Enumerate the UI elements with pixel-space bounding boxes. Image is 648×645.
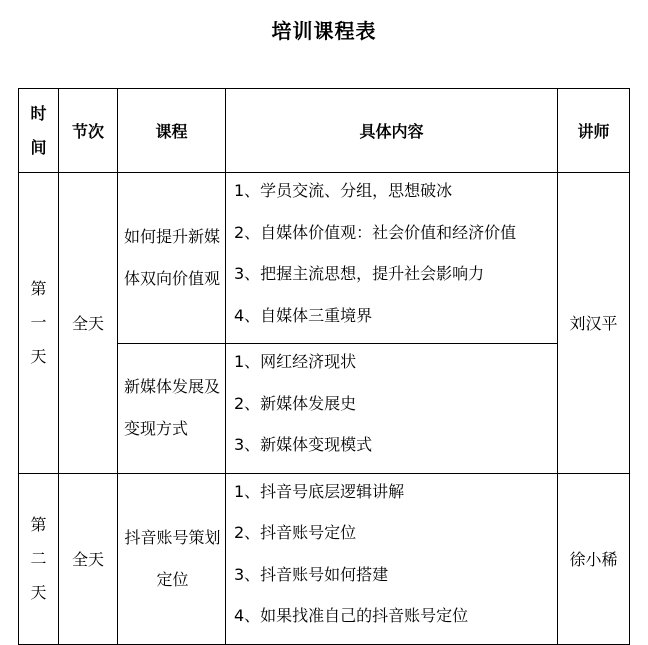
header-course	[118, 89, 226, 173]
header-content	[226, 89, 558, 173]
content-cell	[226, 173, 558, 344]
page-title: 培训课程表	[271, 19, 377, 43]
header-session	[59, 89, 118, 173]
header-row	[19, 89, 630, 173]
course-name: 新媒体发展及变现方式	[118, 344, 226, 474]
header-lecturer	[558, 89, 630, 173]
header-content-label: 具体内容	[359, 122, 424, 141]
course-schedule-table	[18, 88, 630, 645]
course-name: 抖音账号策划定位	[118, 473, 226, 644]
content-item: 1、抖音号底层逻辑讲解	[234, 481, 405, 501]
content-item: 1、网红经济现状	[234, 352, 357, 371]
table-row	[19, 173, 630, 344]
content-cell	[226, 344, 558, 474]
content-item: 3、抖音账号如何搭建	[234, 564, 389, 584]
content-item: 3、把握主流思想，提升社会影响力	[234, 264, 485, 283]
content-item: 4、自媒体三重境界	[234, 305, 373, 325]
day-char: 天	[30, 582, 47, 602]
day-char: 二	[30, 548, 47, 568]
content-cell	[226, 473, 558, 644]
lecturer-cell: 徐小稀	[558, 473, 630, 644]
session-cell: 全天	[59, 173, 118, 474]
content-item: 2、新媒体发展史	[234, 393, 357, 413]
content-item: 2、自媒体价值观：社会价值和经济价值	[234, 222, 517, 242]
header-time-char: 时	[30, 103, 47, 123]
day-char: 一	[30, 312, 47, 332]
day-cell	[19, 173, 59, 474]
header-session-label: 节次	[71, 122, 104, 141]
day-char: 第	[30, 514, 47, 534]
header-course-label: 课程	[155, 122, 188, 141]
session-cell: 全天	[59, 473, 118, 644]
content-item: 4、如果找准自己的抖音账号定位	[234, 606, 469, 625]
content-item: 2、抖音账号定位	[234, 523, 357, 542]
table-row	[19, 473, 630, 644]
header-time	[19, 89, 59, 173]
header-lecturer-label: 讲师	[577, 122, 610, 141]
header-time-char: 间	[30, 137, 47, 157]
day-cell	[19, 473, 59, 644]
lecturer-cell: 刘汉平	[558, 173, 630, 474]
day-char: 天	[30, 346, 47, 366]
content-item: 1、学员交流、分组，思想破冰	[234, 181, 453, 200]
day-char: 第	[30, 278, 47, 298]
content-item: 3、新媒体变现模式	[234, 435, 373, 454]
course-name: 如何提升新媒体双向价值观	[118, 173, 226, 344]
